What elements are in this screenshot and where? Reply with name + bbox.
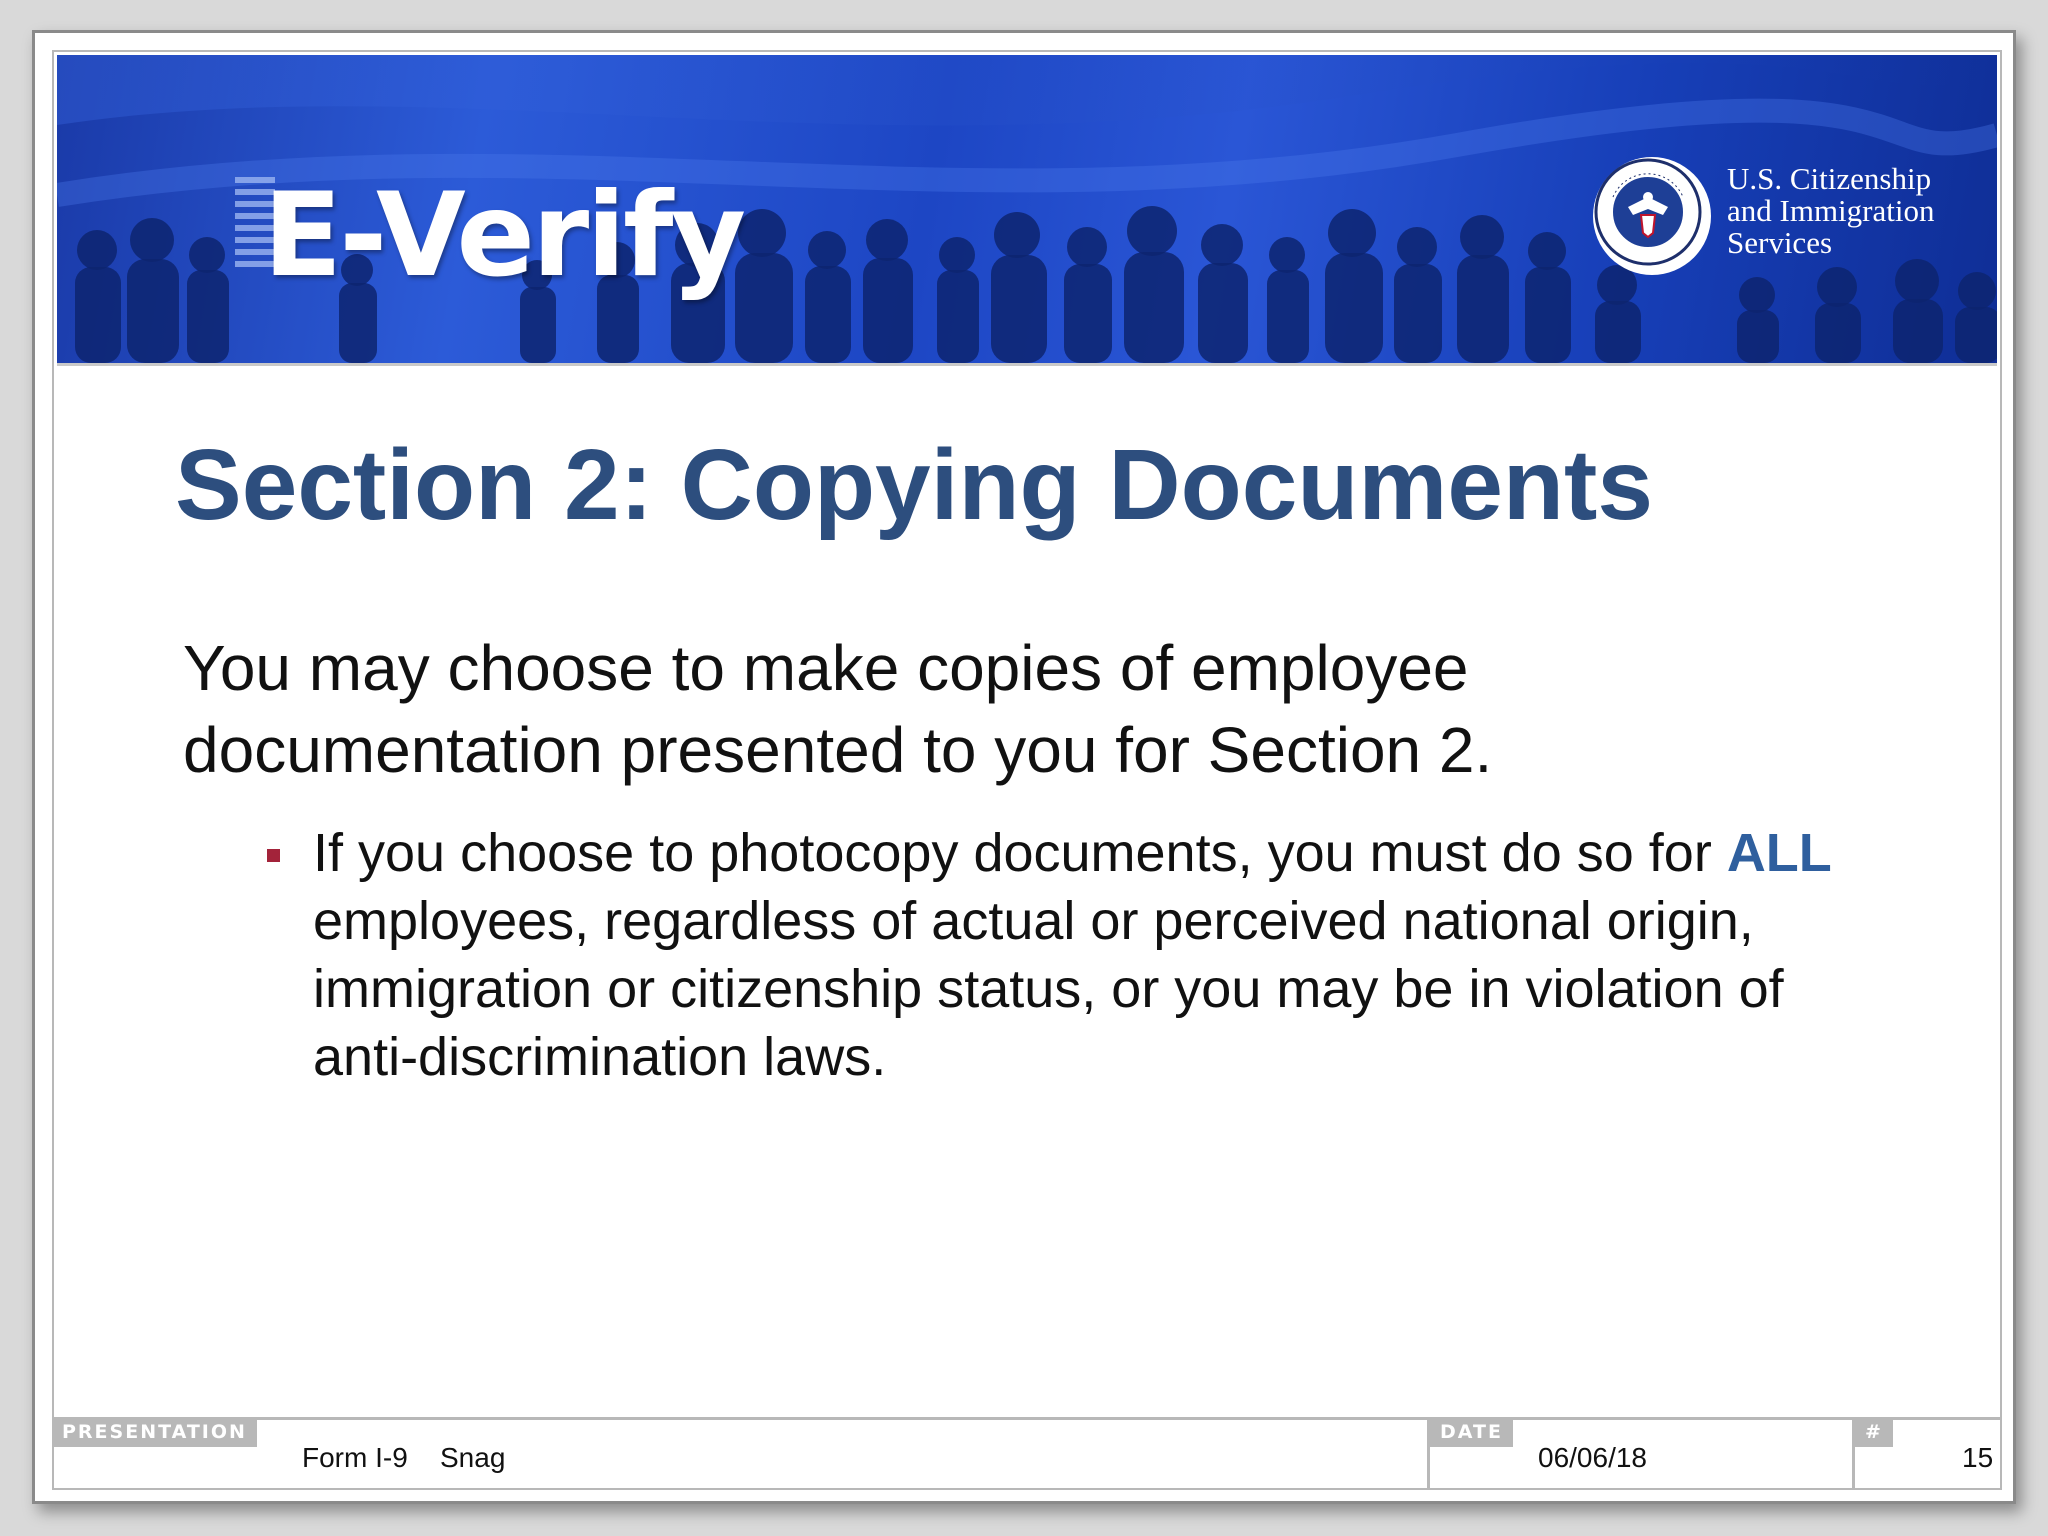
dhs-seal-icon bbox=[1593, 157, 1711, 275]
date-value: 06/06/18 bbox=[1538, 1442, 1647, 1473]
slide bbox=[32, 30, 2016, 1504]
bullet-item bbox=[257, 819, 1837, 1091]
bullet-text bbox=[313, 819, 1837, 1091]
page-number: 15 bbox=[1962, 1442, 1994, 1473]
uscis-agency-name bbox=[1727, 163, 1997, 259]
date-tag: DATE bbox=[1430, 1417, 1513, 1447]
number-tag: # bbox=[1855, 1417, 1893, 1447]
agency-line-2: and Immigration bbox=[1727, 193, 1935, 228]
agency-line-1: U.S. Citizenship bbox=[1727, 161, 1932, 196]
e-verify-logo-text: E-Verify bbox=[263, 167, 744, 303]
e-verify-logo bbox=[263, 155, 743, 315]
presentation-tag: PRESENTATION bbox=[52, 1417, 257, 1447]
header-banner bbox=[57, 55, 1997, 366]
agency-line-3: Services bbox=[1727, 225, 1833, 260]
bullet-emphasis: ALL bbox=[1726, 823, 1832, 883]
bullet-text-after: employees, regardless of actual or perceived national origin, immigration or citizenship status, or you may be in violation of anti-discrimination laws. bbox=[313, 891, 1784, 1087]
slide-body-text: You may choose to make copies of employee documentation presented to you for Section 2. bbox=[183, 632, 1493, 786]
slide-footer bbox=[52, 1417, 2002, 1490]
slide-title: Section 2: Copying Documents bbox=[175, 429, 1653, 541]
presentation-value-form: Form I-9 bbox=[302, 1442, 408, 1473]
presentation-value-snag: Snag bbox=[440, 1442, 506, 1473]
bullet-marker-icon bbox=[257, 819, 313, 1091]
bullet-text-before: If you choose to photocopy documents, you must do so for bbox=[313, 823, 1727, 883]
